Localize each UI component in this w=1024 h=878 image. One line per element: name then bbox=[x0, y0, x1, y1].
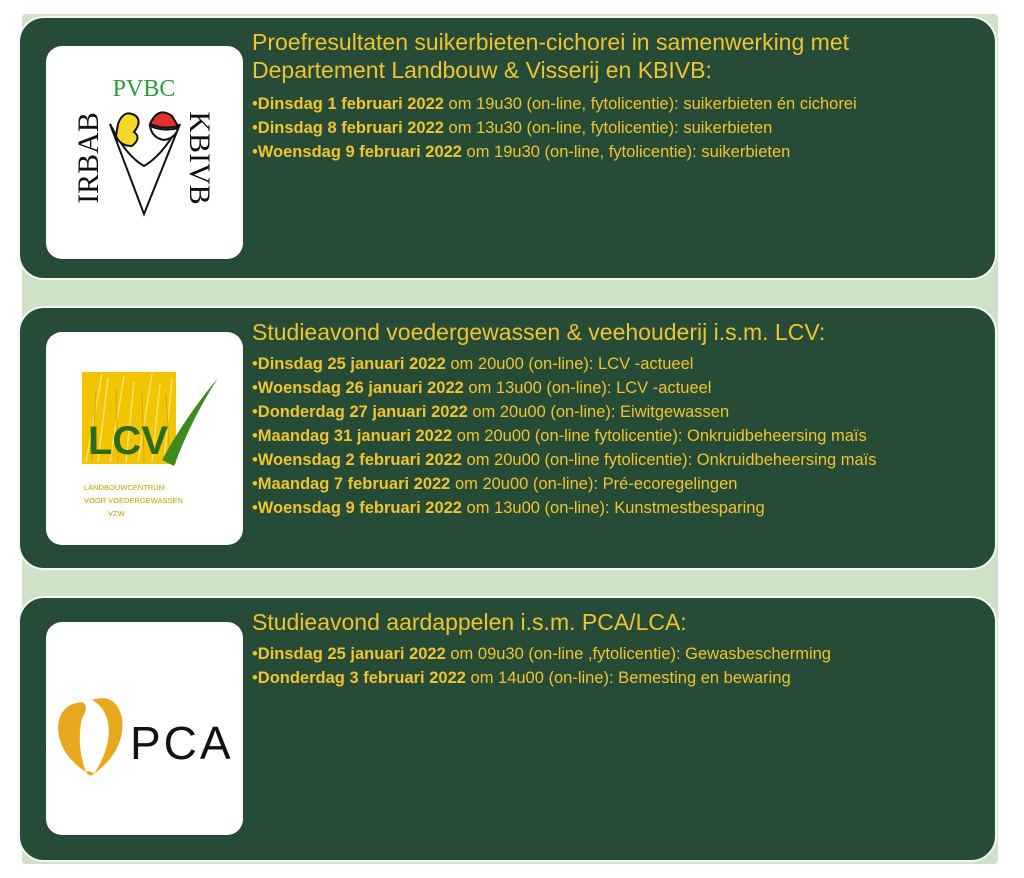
title-line-1: Proefresultaten suikerbieten-cichorei in samenwerking met bbox=[252, 29, 850, 55]
pca-heart-icon bbox=[46, 622, 243, 835]
title-line-2: Departement Landbouw & Visserij en KBIVB: bbox=[252, 57, 712, 83]
event-item: •Maandag 7 februari 2022 om 20u00 (on-line): Pré-ecoregelingen bbox=[252, 475, 738, 493]
section-title bbox=[252, 28, 989, 84]
svg-text:VOOR VOEDERGEWASSEN: VOOR VOEDERGEWASSEN bbox=[84, 496, 183, 505]
pca-logo bbox=[46, 622, 243, 835]
event-item: •Donderdag 27 januari 2022 om 20u00 (on-line): Eiwitgewassen bbox=[252, 403, 730, 421]
irbab-kbivb-logo bbox=[46, 46, 243, 259]
lcv-mark-text: LCV bbox=[88, 419, 168, 463]
event-item: •Dinsdag 25 januari 2022 om 20u00 (on-line): LCV -actueel bbox=[252, 355, 694, 373]
event-item: •Woensdag 9 februari 2022 om 19u30 (on-line, fytolicentie): suikerbieten bbox=[252, 143, 791, 161]
section-title: Studieavond aardappelen i.s.m. PCA/LCA: bbox=[252, 609, 687, 635]
event-item: •Dinsdag 1 februari 2022 om 19u30 (on-line, fytolicentie): suikerbieten én cichorei bbox=[252, 95, 857, 113]
logo-left-text: IRBAB bbox=[72, 112, 105, 204]
event-item: •Maandag 31 januari 2022 om 20u00 (on-line fytolicentie): Onkruidbeheersing maïs bbox=[252, 427, 867, 445]
event-item: •Donderdag 3 februari 2022 om 14u00 (on-line): Bemesting en bewaring bbox=[252, 669, 791, 687]
pca-mark-text: PCA bbox=[130, 717, 234, 769]
svg-text:LANDBOUWCENTRUM: LANDBOUWCENTRUM bbox=[84, 483, 165, 492]
svg-text:VZW: VZW bbox=[108, 509, 125, 518]
lcv-check-icon bbox=[46, 332, 243, 545]
section-content bbox=[252, 28, 989, 164]
event-item: •Woensdag 26 januari 2022 om 13u00 (on-line): LCV -actueel bbox=[252, 379, 712, 397]
lcv-logo bbox=[46, 332, 243, 545]
section-potatoes bbox=[18, 596, 997, 862]
section-title: Studieavond voedergewassen & veehouderij i.s.m. LCV: bbox=[252, 319, 826, 345]
event-item: •Woensdag 9 februari 2022 om 13u00 (on-line): Kunstmestbesparing bbox=[252, 499, 765, 517]
section-content bbox=[252, 608, 989, 690]
logo-right-text: KBIVB bbox=[183, 111, 216, 205]
section-content bbox=[252, 318, 989, 520]
section-sugarbeet bbox=[18, 16, 997, 280]
section-forage-crops bbox=[18, 306, 997, 570]
logo-top-text: PVBC bbox=[112, 76, 176, 102]
pvbc-logo-icon bbox=[46, 46, 243, 259]
event-item: •Dinsdag 25 januari 2022 om 09u30 (on-line ,fytolicentie): Gewasbescherming bbox=[252, 645, 831, 663]
event-item: •Dinsdag 8 februari 2022 om 13u30 (on-line, fytolicentie): suikerbieten bbox=[252, 119, 773, 137]
event-item: •Woensdag 2 februari 2022 om 20u00 (on-line fytolicentie): Onkruidbeheersing maïs bbox=[252, 451, 877, 469]
